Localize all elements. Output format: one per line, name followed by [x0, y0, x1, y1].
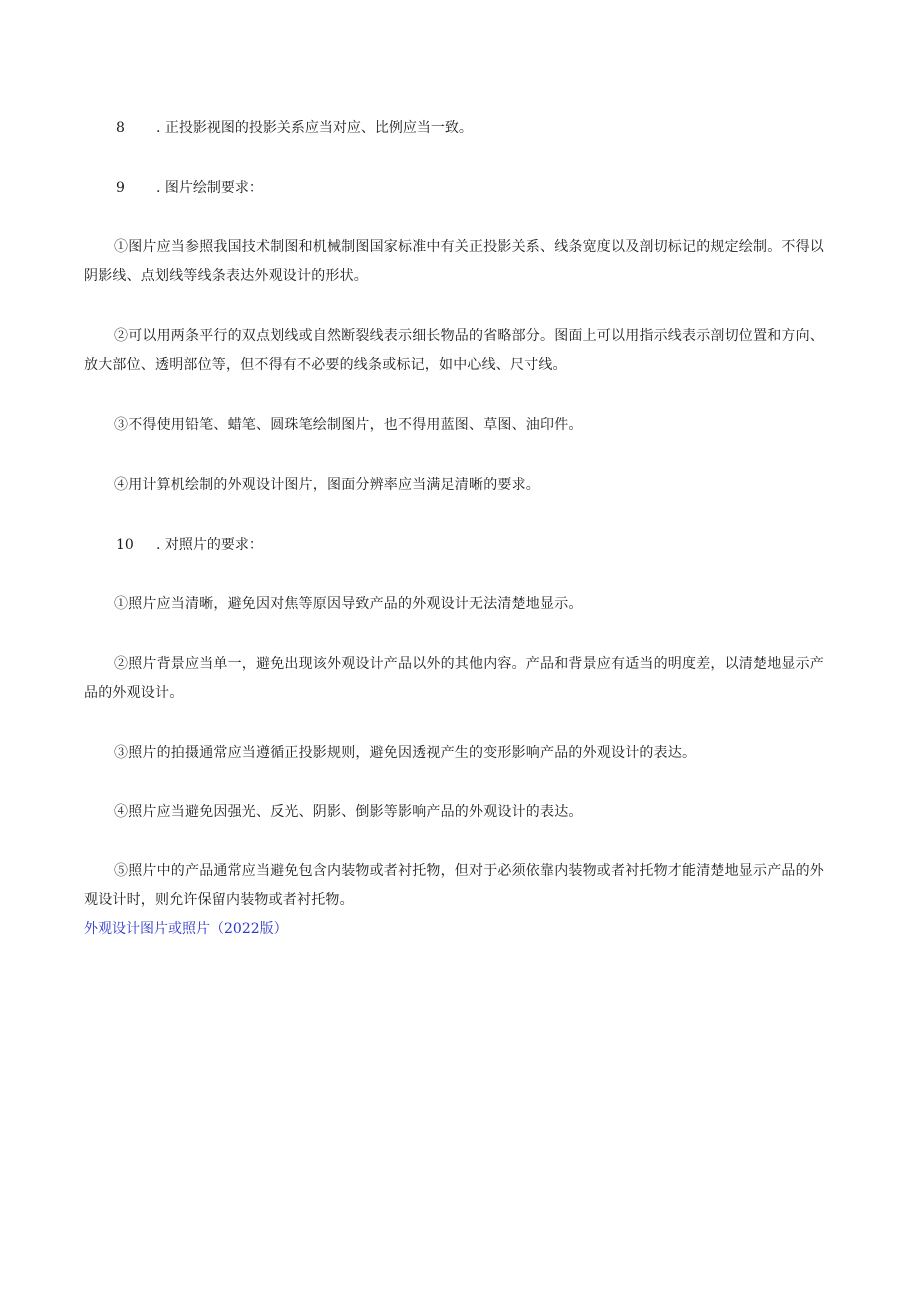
- drawing-requirement-1: ①图片应当参照我国技术制图和机械制图国家标准中有关正投影关系、线条宽度以及剖切标记的规定绘制。不得以阴影线、点划线等线条表达外观设计的形状。: [84, 239, 824, 284]
- photo-requirement-5: ⑤照片中的产品通常应当避免包含内装物或者衬托物，但对于必须依靠内装物或者衬托物才能清楚地显示产品的外观设计时，则允许保留内装物或者衬托物。: [84, 863, 824, 908]
- item-number: 10: [116, 537, 134, 553]
- photo-requirement-2: ②照片背景应当单一，避免出现该外观设计产品以外的其他内容。产品和背景应有适当的明度差，以清楚地显示产品的外观设计。: [84, 656, 824, 701]
- item-8-heading: [116, 118, 473, 138]
- item-10-heading: [116, 535, 263, 555]
- item-number: 9: [116, 180, 125, 196]
- item-text: . 图片绘制要求：: [156, 180, 263, 196]
- document-title-link[interactable]: 外观设计图片或照片（2022版）: [84, 921, 288, 937]
- item-number: 8: [116, 120, 125, 136]
- photo-requirement-3: ③照片的拍摄通常应当遵循正投影规则，避免因透视产生的变形影响产品的外观设计的表达。: [114, 745, 697, 761]
- item-text: . 正投影视图的投影关系应当对应、比例应当一致。: [156, 120, 473, 136]
- drawing-requirement-4: ④用计算机绘制的外观设计图片，图面分辨率应当满足清晰的要求。: [114, 477, 540, 493]
- item-text: . 对照片的要求：: [156, 537, 263, 553]
- drawing-requirement-2: ②可以用两条平行的双点划线或自然断裂线表示细长物品的省略部分。图面上可以用指示线表示剖切位置和方向、放大部位、透明部位等，但不得有不必要的线条或标记，如中心线、尺寸线。: [84, 328, 824, 373]
- photo-requirement-1: ①照片应当清晰，避免因对焦等原因导致产品的外观设计无法清楚地显示。: [114, 596, 583, 612]
- photo-requirement-4: ④照片应当避免因强光、反光、阴影、倒影等影响产品的外观设计的表达。: [114, 804, 583, 820]
- drawing-requirement-3: ③不得使用铅笔、蜡笔、圆珠笔绘制图片，也不得用蓝图、草图、油印件。: [114, 417, 583, 433]
- item-9-heading: [116, 178, 263, 198]
